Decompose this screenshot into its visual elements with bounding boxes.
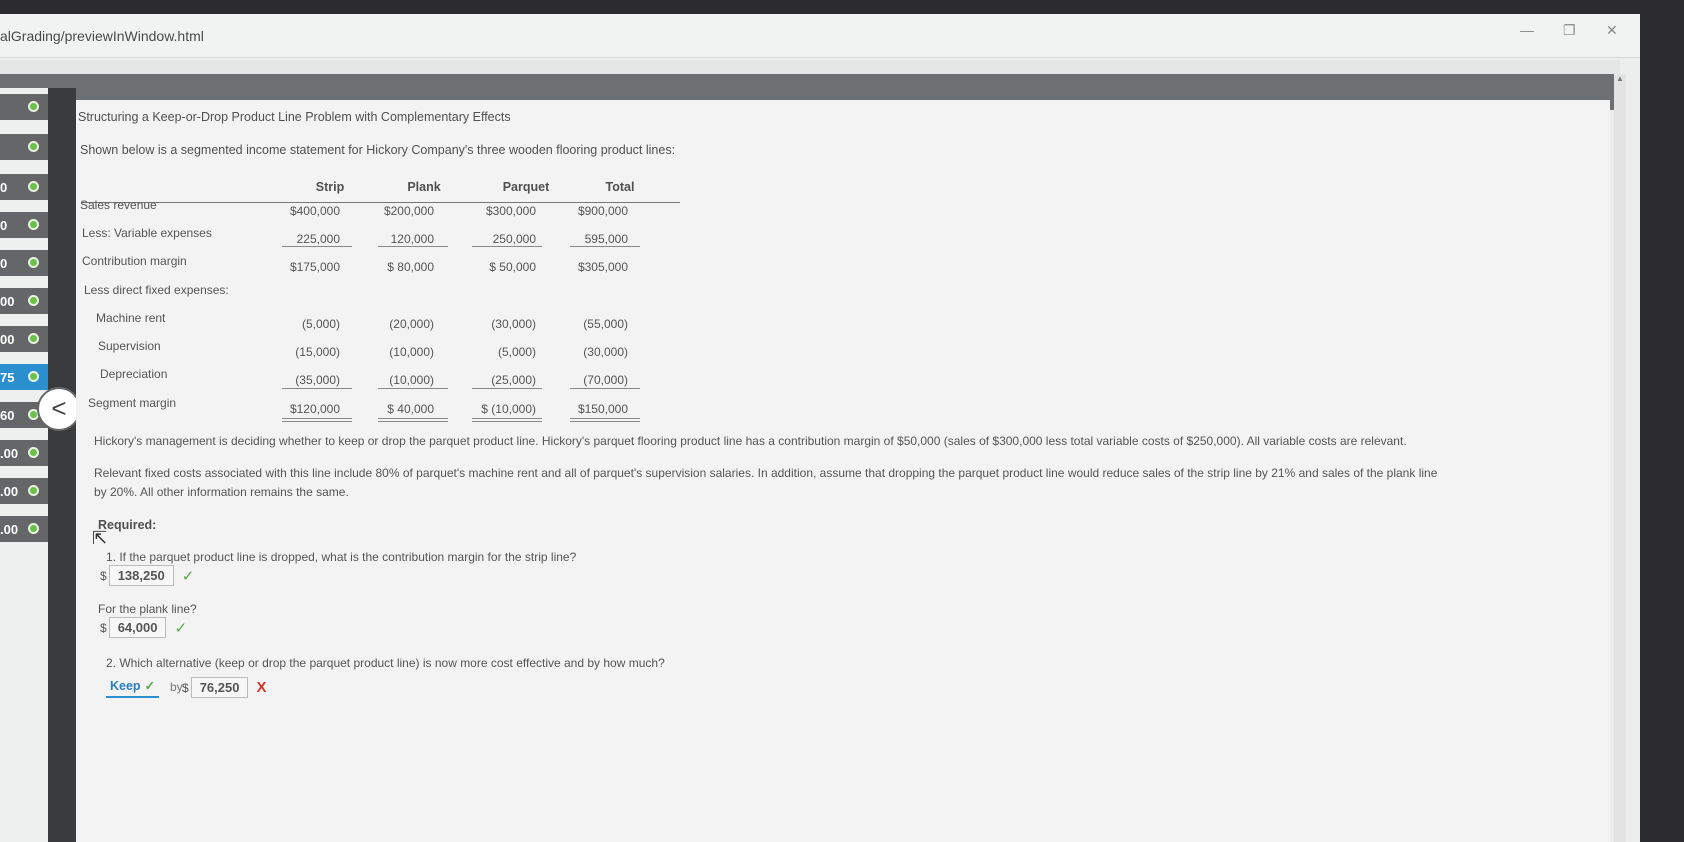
col-header-total: Total [605, 180, 635, 194]
cell-value: $400,000 [289, 204, 340, 218]
status-dot-icon [28, 523, 39, 534]
status-dot-icon [28, 333, 39, 344]
correct-check-icon: ✓ [174, 619, 188, 637]
question-1b: For the plank line? [98, 602, 197, 616]
cell-value: (35,000) [295, 373, 340, 387]
correct-check-icon: ✓ [181, 567, 195, 585]
minimize-icon[interactable]: — [1520, 22, 1534, 38]
sidebar-question-item[interactable] [0, 364, 48, 390]
total-double-rule [282, 418, 352, 422]
question-1: 1. If the parquet product line is dropped, what is the contribution margin for the strip line? [106, 550, 577, 564]
cell-value: $300,000 [485, 204, 536, 218]
answer-1-input[interactable]: 138,250 [109, 565, 174, 586]
close-icon[interactable]: ✕ [1606, 22, 1618, 38]
sidebar-question-item[interactable] [0, 94, 48, 120]
cell-value: $120,000 [289, 402, 340, 416]
paragraph-3: by 20%. All other information remains the same. [94, 485, 349, 499]
cell-value: (55,000) [583, 317, 628, 331]
row-label: Contribution margin [82, 254, 187, 268]
status-dot-icon [28, 371, 39, 382]
cell-value: (10,000) [389, 345, 434, 359]
scrollbar[interactable] [1614, 74, 1626, 842]
header-rule [82, 202, 680, 203]
cell-value: $200,000 [383, 204, 434, 218]
row-label: Less: Variable expenses [82, 226, 212, 240]
scroll-up-icon[interactable]: ▲ [1616, 74, 1624, 83]
subtotal-rule [282, 388, 352, 389]
col-header-parquet: Parquet [502, 180, 550, 194]
subtotal-rule [472, 388, 542, 389]
sidebar-question-item[interactable] [0, 288, 48, 314]
question-score: 75 [0, 370, 15, 385]
collapse-sidebar-button[interactable]: < [37, 387, 81, 431]
cell-value: $ 40,000 [387, 402, 434, 416]
total-double-rule [570, 418, 640, 422]
restore-icon[interactable]: ❐ [1563, 22, 1576, 38]
incorrect-x-icon: X [256, 679, 267, 696]
cell-value: $305,000 [577, 260, 628, 274]
cell-value: (25,000) [491, 373, 536, 387]
sidebar-divider [48, 88, 76, 842]
sidebar-question-item[interactable] [0, 212, 48, 238]
sidebar-question-item[interactable] [0, 174, 48, 200]
subtotal-rule [570, 246, 640, 247]
cell-value: (30,000) [583, 345, 628, 359]
subtotal-rule [378, 246, 448, 247]
dollar-sign: $ [100, 568, 107, 583]
cell-value: 250,000 [492, 232, 536, 246]
sidebar-question-item[interactable] [0, 440, 48, 466]
row-label: Supervision [98, 339, 161, 353]
row-label: Machine rent [96, 311, 166, 325]
question-score: 00 [0, 294, 15, 309]
answer-2-input[interactable]: 76,250 [191, 677, 249, 698]
status-dot-icon [28, 219, 39, 230]
cell-value: (5,000) [497, 345, 536, 359]
problem-panel [76, 100, 1610, 842]
problem-title: Structuring a Keep-or-Drop Product Line Problem with Complementary Effects [78, 110, 511, 124]
title-bar [0, 14, 1640, 58]
status-dot-icon [28, 257, 39, 268]
url-text[interactable]: alGrading/previewInWindow.html [0, 28, 204, 44]
cell-value: 225,000 [296, 232, 340, 246]
sidebar-question-item[interactable] [0, 134, 48, 160]
status-dot-icon [28, 141, 39, 152]
sidebar-question-item[interactable] [0, 326, 48, 352]
cell-value: $900,000 [577, 204, 628, 218]
subtotal-rule [378, 388, 448, 389]
total-double-rule [378, 418, 448, 422]
row-label: Depreciation [100, 367, 168, 381]
cell-value: (30,000) [491, 317, 536, 331]
question-score: 60 [0, 408, 15, 423]
paragraph-2: Relevant fixed costs associated with this line include 80% of parquet's machine rent and all of parquet's supervision salaries. In addition, assume that dropping the parquet product line would reduce sales of the strip line by 21% and sales of the plank line [94, 466, 1438, 480]
cell-value: $ 50,000 [489, 260, 536, 274]
subtotal-rule [282, 246, 352, 247]
status-dot-icon [28, 181, 39, 192]
sidebar-question-item[interactable] [0, 478, 48, 504]
status-dot-icon [28, 295, 39, 306]
question-score: .00 [0, 484, 19, 499]
question-score: 0 [0, 180, 8, 195]
cell-value: 120,000 [390, 232, 434, 246]
cell-value: (5,000) [301, 317, 340, 331]
keep-drop-select[interactable] [106, 678, 159, 698]
keep-drop-value: Keep [110, 679, 141, 693]
row-label: Less direct fixed expenses: [84, 283, 229, 297]
row-label: Segment margin [88, 396, 177, 410]
cell-value: $150,000 [577, 402, 628, 416]
dollar-sign: $ [182, 680, 189, 695]
answer-2-row [182, 677, 266, 698]
status-dot-icon [28, 447, 39, 458]
cell-value: $175,000 [289, 260, 340, 274]
status-dot-icon [28, 485, 39, 496]
cell-value: (20,000) [389, 317, 434, 331]
paragraph-1: Hickory's management is deciding whether to keep or drop the parquet product line. Hickory's parquet flooring product line has a contribution margin of $50,000 (sales of $300,000 less total variable costs of $250,000). All variable costs are relevant. [94, 434, 1407, 448]
answer-1-row [100, 565, 194, 586]
subtotal-rule [570, 388, 640, 389]
sidebar-question-item[interactable] [0, 516, 48, 542]
cell-value: (70,000) [583, 373, 628, 387]
by-label: by [170, 680, 183, 694]
answer-1b-input[interactable]: 64,000 [109, 617, 167, 638]
problem-intro: Shown below is a segmented income statement for Hickory Company's three wooden flooring product lines: [80, 143, 676, 157]
cell-value: 595,000 [584, 232, 628, 246]
sidebar-question-item[interactable] [0, 250, 48, 276]
required-heading: Required: [98, 518, 157, 532]
col-header-plank: Plank [407, 180, 441, 194]
question-score: 0 [0, 218, 8, 233]
subtotal-rule [472, 246, 542, 247]
answer-1b-row [100, 617, 187, 638]
cell-value: (10,000) [389, 373, 434, 387]
row-label: Sales revenue [80, 198, 157, 212]
question-score: .00 [0, 522, 19, 537]
question-score: 00 [0, 332, 15, 347]
col-header-strip: Strip [315, 180, 345, 194]
question-score: 0 [0, 256, 8, 271]
cell-value: $ (10,000) [481, 402, 536, 416]
cell-value: $ 80,000 [387, 260, 434, 274]
total-double-rule [472, 418, 542, 422]
cell-value: (15,000) [295, 345, 340, 359]
question-score: .00 [0, 446, 19, 461]
correct-check-icon: ✓ [144, 679, 156, 693]
dollar-sign: $ [100, 620, 107, 635]
question-2: 2. Which alternative (keep or drop the parquet product line) is now more cost effective and by how much? [106, 656, 665, 670]
mouse-cursor-icon: ⇱ [92, 528, 108, 548]
status-dot-icon [28, 101, 39, 112]
